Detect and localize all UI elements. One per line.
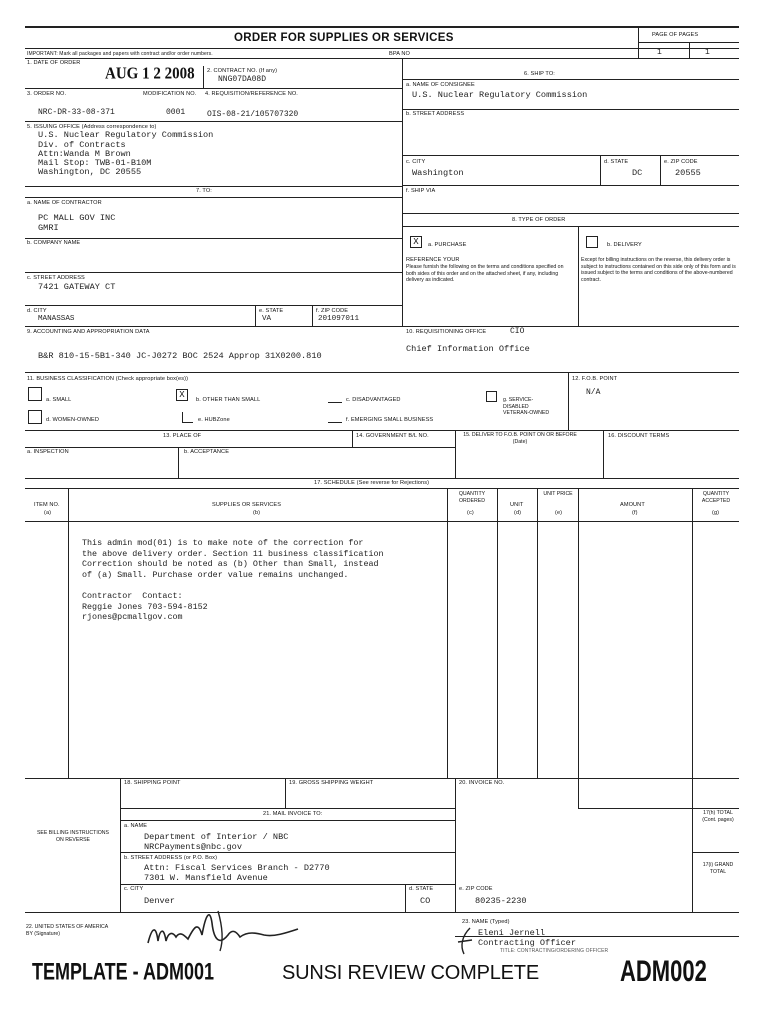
- invoice-zip-label: e. ZIP CODE: [459, 886, 493, 892]
- important-note: IMPORTANT: Mark all packages and papers with contract and/or order numbers.: [27, 51, 213, 57]
- company-name-label: b. COMPANY NAME: [27, 240, 81, 246]
- contractor-name-line-2: GMRI: [38, 223, 59, 233]
- purchase-checkbox[interactable]: [410, 236, 422, 248]
- adm-stamp: ADM002: [620, 954, 707, 988]
- signer-name: Eleni Jernell: [478, 928, 546, 938]
- to-label: 7. TO:: [196, 188, 212, 194]
- col-qty-ordered: QUANTITY ORDERED: [458, 491, 486, 504]
- reference-label: REFERENCE YOUR: [406, 257, 460, 263]
- type-of-order-label: 8. TYPE OF ORDER: [512, 217, 566, 223]
- col-unit-sub: (d): [514, 510, 522, 516]
- fob-point-label: 12. F.O.B. POINT: [572, 376, 618, 382]
- form-title: ORDER FOR SUPPLIES OR SERVICES: [234, 32, 454, 44]
- invoice-street-label: b. STREET ADDRESS (or P.O. Box): [124, 855, 218, 861]
- acceptance-label: b. ACCEPTANCE: [184, 449, 230, 455]
- signer-title-label: TITLE: CONTRACTING/ORDERING OFFICER: [500, 948, 609, 954]
- fob-point-value: N/A: [586, 388, 601, 397]
- requisitioning-office-label: 10. REQUISITIONING OFFICE: [406, 329, 487, 335]
- col-unit: UNIT: [510, 502, 524, 508]
- ship-to-label: 6. SHIP TO:: [524, 71, 555, 77]
- contractor-name-label: a. NAME OF CONTRACTOR: [27, 200, 102, 206]
- date-of-order-label: 1. DATE OF ORDER: [27, 60, 81, 66]
- inspection-label: a. INSPECTION: [27, 449, 69, 455]
- contractor-state-label: e. STATE: [259, 308, 284, 314]
- col-supplies: SUPPLIES OR SERVICES: [212, 502, 282, 508]
- col-supplies-sub: (b): [253, 510, 261, 516]
- schedule-body-text: This admin mod(01) is to make note of the correction for the above delivery order. Section 11 business classification Correction should be noted as (b) Other than Small, instead of (a) Small. Purchase order value remains unchanged. Contractor Contact: Reggie Jones 703-594-8152 rjones@pcmallgov.com: [82, 538, 384, 623]
- ship-city-label: c. CITY: [406, 159, 426, 165]
- women-owned-label: d. WOMEN-OWNED: [46, 417, 99, 423]
- deliver-to-label: 15. DELIVER TO F.O.B. POINT ON OR BEFORE (Date): [463, 432, 577, 445]
- col-price-sub: (e): [555, 510, 563, 516]
- order-no-value: NRC-DR-33-08-371: [38, 108, 115, 117]
- invoice-no-label: 20. INVOICE NO.: [459, 780, 505, 786]
- col-item-sub: (a): [44, 510, 52, 516]
- hubzone-label: e. HUBZone: [198, 417, 230, 423]
- modification-no-label: MODIFICATION NO.: [143, 91, 197, 97]
- business-classification-label: 11. BUSINESS CLASSIFICATION (Check appropriate box(es)): [27, 376, 189, 382]
- col-accepted-sub: (g): [712, 510, 720, 516]
- issuing-office-line-1: U.S. Nuclear Regulatory Commission: [38, 130, 214, 140]
- bpa-no-label: BPA NO: [389, 51, 411, 57]
- service-disabled-label: g. SERVICE-DISABLED VETERAN-OWNED: [503, 397, 550, 417]
- contractor-state-value: VA: [262, 315, 272, 323]
- ship-state-label: d. STATE: [604, 159, 629, 165]
- consignee-label: a. NAME OF CONSIGNEE: [406, 82, 475, 88]
- place-of-label: 13. PLACE OF: [163, 433, 202, 439]
- consignee-value: U.S. Nuclear Regulatory Commission: [412, 90, 588, 100]
- invoice-state-label: d. STATE: [409, 886, 434, 892]
- delivery-checkbox[interactable]: [586, 236, 598, 248]
- requisition-no-value: OIS-08-21/105707320: [207, 110, 299, 119]
- ship-via-label: f. SHIP VIA: [406, 188, 436, 194]
- ship-zip-value: 20555: [675, 168, 701, 178]
- delivery-label: b. DELIVERY: [607, 242, 642, 248]
- see-billing-instructions: SEE BILLING INSTRUCTIONS ON REVERSE: [36, 830, 110, 843]
- issuing-office-line-3: Attn:Wanda M Brown: [38, 149, 131, 159]
- page-number: 1: [657, 48, 662, 57]
- schedule-label: 17. SCHEDULE (See reverse for Rejections): [314, 480, 430, 486]
- signer-name-label: 23. NAME (Typed): [462, 919, 510, 925]
- small-checkbox[interactable]: [28, 387, 42, 401]
- contractor-city-value: MANASSAS: [38, 315, 75, 323]
- invoice-state-value: CO: [420, 896, 431, 906]
- order-no-label: 3. ORDER NO.: [27, 91, 67, 97]
- total-pages: 1: [705, 48, 710, 57]
- gov-bl-no-label: 14. GOVERNMENT B/L NO.: [356, 433, 429, 439]
- hubzone-checkbox[interactable]: [182, 412, 193, 423]
- invoice-street-line-2: 7301 W. Mansfield Avenue: [144, 873, 268, 883]
- service-disabled-checkbox[interactable]: [486, 391, 497, 402]
- other-than-small-checkbox[interactable]: [176, 389, 188, 401]
- other-than-small-label: b. OTHER THAN SMALL: [196, 397, 261, 403]
- col-amount: AMOUNT: [620, 502, 645, 508]
- col-item-no: ITEM NO.: [34, 502, 60, 508]
- grand-total-label: 17(i) GRAND TOTAL: [702, 862, 734, 875]
- accounting-value: B&R 810-15-5B1-340 JC-J0272 BOC 2524 Approp 31X0200.810: [38, 351, 322, 361]
- requisition-no-label: 4. REQUISITION/REFERENCE NO.: [205, 91, 298, 97]
- contractor-street-value: 7421 GATEWAY CT: [38, 282, 116, 292]
- col-qty-accepted: QUANTITY ACCEPTED: [701, 491, 731, 504]
- signature-image: [140, 905, 330, 955]
- requisitioning-office-value: Chief Information Office: [406, 344, 530, 354]
- ship-zip-label: e. ZIP CODE: [664, 159, 698, 165]
- modification-no-value: 0001: [166, 108, 186, 117]
- date-of-order-value: AUG 1 2 2008: [105, 64, 195, 84]
- invoice-street-line-1: Attn: Fiscal Services Branch - D2770: [144, 863, 330, 873]
- invoice-name-line-2: NRCPayments@nbc.gov: [144, 842, 242, 852]
- ship-city-value: Washington: [412, 168, 464, 178]
- invoice-zip-value: 80235-2230: [475, 896, 527, 906]
- invoice-name-line-1: Department of Interior / NBC: [144, 832, 289, 842]
- contractor-zip-label: f. ZIP CODE: [316, 308, 349, 314]
- issuing-office-label: 5. ISSUING OFFICE (Address correspondence to): [27, 124, 157, 130]
- ship-street-label: b. STREET ADDRESS: [406, 111, 465, 117]
- delivery-note: Except for billing instructions on the reverse, this delivery order is subject to instructions contained on this side only of this form and is issued subject to the terms and conditions of the above-numbered contract.: [581, 257, 736, 283]
- col-unit-price: UNIT PRICE: [543, 491, 573, 497]
- invoice-name-label: a. NAME: [124, 823, 148, 829]
- contractor-name-line-1: PC MALL GOV INC: [38, 213, 116, 223]
- issuing-office-line-4: Mail Stop: TWB-01-B10M: [38, 158, 152, 168]
- usa-signature-label: 22. UNITED STATES OF AMERICA BY (Signature): [26, 924, 108, 937]
- contractor-street-label: c. STREET ADDRESS: [27, 275, 85, 281]
- mail-invoice-to-label: 21. MAIL INVOICE TO:: [263, 811, 323, 817]
- invoice-city-label: c. CITY: [124, 886, 144, 892]
- signer-title: Contracting Officer: [478, 938, 576, 948]
- col-amount-sub: (f): [632, 510, 638, 516]
- ship-state-value: DC: [632, 168, 643, 178]
- template-stamp: TEMPLATE - ADM001: [32, 958, 215, 985]
- contract-no-value: NNG07DA08D: [218, 75, 267, 84]
- contract-no-label: 2. CONTRACT NO. (If any): [207, 68, 278, 74]
- gross-weight-label: 19. GROSS SHIPPING WEIGHT: [289, 780, 374, 786]
- total-cont-pages-label: 17(h) TOTAL (Cont. pages): [702, 810, 734, 823]
- purchase-label: a. PURCHASE: [428, 242, 467, 248]
- sunsi-review-stamp: SUNSI REVIEW COMPLETE: [282, 962, 539, 984]
- purchase-note: Please furnish the following on the terms and conditions specified on both sides of this order and on the attached sheet, if any, including delivery as indicated.: [406, 264, 564, 284]
- other-than-small-mark: X: [179, 390, 185, 400]
- requisitioning-office-short: CIO: [510, 327, 525, 336]
- small-label: a. SMALL: [46, 397, 72, 403]
- purchase-check-mark: X: [413, 237, 419, 247]
- emerging-small-business-label: f. EMERGING SMALL BUSINESS: [346, 417, 434, 423]
- accounting-label: 9. ACCOUNTING AND APPROPRIATION DATA: [27, 329, 150, 335]
- issuing-office-line-5: Washington, DC 20555: [38, 167, 142, 177]
- disadvantaged-label: c. DISADVANTAGED: [346, 397, 401, 403]
- invoice-city-value: Denver: [144, 896, 175, 906]
- initials-mark: [456, 926, 476, 956]
- contractor-city-label: d. CITY: [27, 308, 47, 314]
- col-qty-sub: (c): [467, 510, 474, 516]
- women-owned-checkbox[interactable]: [28, 410, 42, 424]
- contractor-zip-value: 201097011: [318, 315, 360, 323]
- page-of-pages-label: PAGE OF PAGES: [652, 32, 699, 38]
- discount-terms-label: 16. DISCOUNT TERMS: [608, 433, 670, 439]
- issuing-office-line-2: Div. of Contracts: [38, 140, 126, 150]
- shipping-point-label: 18. SHIPPING POINT: [124, 780, 181, 786]
